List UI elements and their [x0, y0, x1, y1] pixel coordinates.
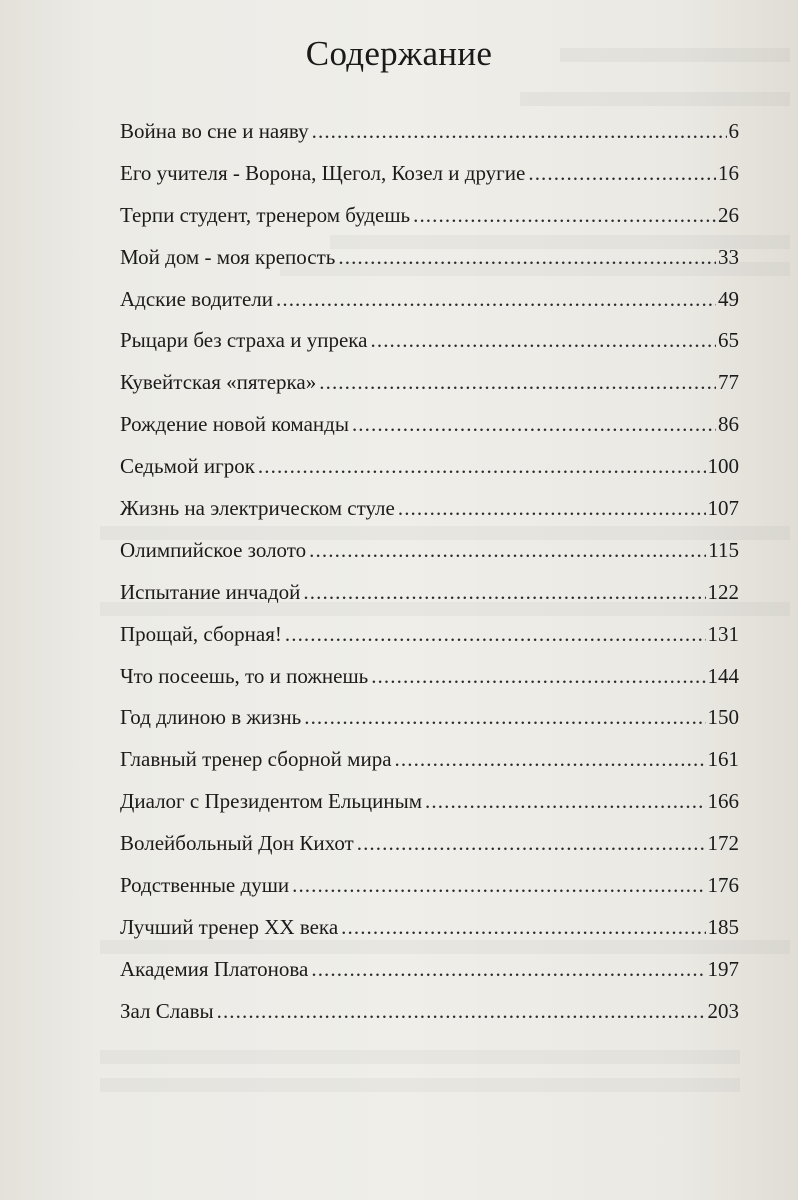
- toc-entry-page-number: 185: [707, 914, 739, 939]
- toc-entry: [120, 494, 739, 536]
- toc-dot-leader: [371, 662, 705, 690]
- toc-entry-page-number: 77: [718, 370, 739, 395]
- toc-entry: [120, 410, 739, 452]
- toc-dot-leader: [425, 787, 705, 815]
- toc-entry: [120, 452, 739, 494]
- toc-entry-title: Седьмой игрок: [120, 454, 255, 479]
- toc-dot-leader: [312, 117, 727, 145]
- table-of-contents: [120, 117, 739, 1039]
- toc-entry: [120, 955, 739, 997]
- toc-entry-title: Зал Славы: [120, 998, 214, 1023]
- toc-entry-title: Рыцари без страха и упрека: [120, 328, 368, 353]
- toc-entry-title: Главный тренер сборной мира: [120, 747, 392, 772]
- toc-entry-title: Что посеешь, то и пожнешь: [120, 663, 369, 688]
- toc-entry: [120, 913, 739, 955]
- toc-entry-title: Родственные души: [120, 873, 290, 898]
- toc-dot-leader: [371, 326, 717, 354]
- toc-entry: [120, 326, 739, 368]
- toc-entry-page-number: 49: [718, 286, 739, 311]
- toc-entry: [120, 997, 739, 1039]
- toc-entry-title: Волейбольный Дон Кихот: [120, 831, 354, 856]
- toc-entry: [120, 745, 739, 787]
- toc-entry: [120, 703, 739, 745]
- toc-entry-title: Терпи студент, тренером будешь: [120, 202, 411, 227]
- toc-dot-leader: [528, 159, 716, 187]
- toc-entry: [120, 368, 739, 410]
- toc-entry-page-number: 197: [707, 956, 739, 981]
- toc-dot-leader: [319, 368, 716, 396]
- toc-entry-title: Академия Платонова: [120, 956, 309, 981]
- toc-entry-page-number: 144: [707, 663, 739, 688]
- toc-entry-page-number: 65: [718, 328, 739, 353]
- toc-entry-page-number: 150: [707, 705, 739, 730]
- toc-entry-page-number: 6: [728, 119, 739, 143]
- toc-dot-leader: [276, 285, 716, 313]
- toc-dot-leader: [413, 201, 716, 229]
- toc-dot-leader: [303, 578, 705, 606]
- toc-entry: [120, 787, 739, 829]
- toc-entry-title: Испытание инчадой: [120, 579, 301, 604]
- toc-dot-leader: [398, 494, 706, 522]
- toc-entry: [120, 117, 739, 159]
- toc-entry-title: Мой дом - моя крепость: [120, 244, 336, 269]
- toc-entry: [120, 201, 739, 243]
- toc-entry-title: Олимпийское золото: [120, 537, 307, 562]
- toc-dot-leader: [357, 829, 706, 857]
- toc-entry-page-number: 172: [707, 831, 739, 856]
- toc-entry-title: Его учителя - Ворона, Щегол, Козел и другие: [120, 160, 526, 185]
- toc-entry: [120, 159, 739, 201]
- toc-entry-title: Лучший тренер XX века: [120, 914, 339, 939]
- toc-entry: [120, 285, 739, 327]
- toc-dot-leader: [341, 913, 705, 941]
- toc-entry: [120, 620, 739, 662]
- toc-dot-leader: [352, 410, 716, 438]
- toc-entry-page-number: 100: [707, 454, 739, 479]
- toc-entry-title: Война во сне и наяву: [120, 119, 309, 143]
- toc-entry-page-number: 16: [718, 160, 739, 185]
- toc-entry-title: Год длиною в жизнь: [120, 705, 302, 730]
- toc-entry: [120, 536, 739, 578]
- toc-entry-page-number: 166: [707, 789, 739, 814]
- toc-entry-title: Рождение новой команды: [120, 412, 349, 437]
- page-title: Содержание: [305, 34, 493, 73]
- toc-entry-page-number: 115: [708, 537, 739, 562]
- toc-dot-leader: [217, 997, 706, 1025]
- toc-entry-page-number: 203: [707, 998, 739, 1023]
- toc-entry: [120, 871, 739, 913]
- toc-entry: [120, 662, 739, 704]
- toc-entry-page-number: 176: [707, 873, 739, 898]
- toc-dot-leader: [304, 703, 705, 731]
- toc-entry-page-number: 131: [707, 621, 739, 646]
- toc-entry-page-number: 107: [707, 496, 739, 521]
- toc-entry-page-number: 86: [718, 412, 739, 437]
- toc-dot-leader: [285, 620, 706, 648]
- toc-entry-title: Диалог с Президентом Ельциным: [120, 789, 423, 814]
- toc-dot-leader: [258, 452, 706, 480]
- toc-entry-page-number: 26: [718, 202, 739, 227]
- toc-entry: [120, 243, 739, 285]
- toc-entry-title: Кувейтская «пятерка»: [120, 370, 317, 395]
- toc-dot-leader: [395, 745, 706, 773]
- toc-dot-leader: [338, 243, 716, 271]
- toc-entry-page-number: 33: [718, 244, 739, 269]
- toc-dot-leader: [309, 536, 706, 564]
- toc-dot-leader: [292, 871, 705, 899]
- toc-entry-page-number: 161: [707, 747, 739, 772]
- toc-entry: [120, 578, 739, 620]
- toc-entry: [120, 829, 739, 871]
- toc-entry-title: Жизнь на электрическом стуле: [120, 496, 395, 521]
- toc-entry-title: Адские водители: [120, 286, 273, 311]
- toc-entry-title: Прощай, сборная!: [120, 621, 282, 646]
- toc-entry-page-number: 122: [707, 579, 739, 604]
- toc-dot-leader: [311, 955, 705, 983]
